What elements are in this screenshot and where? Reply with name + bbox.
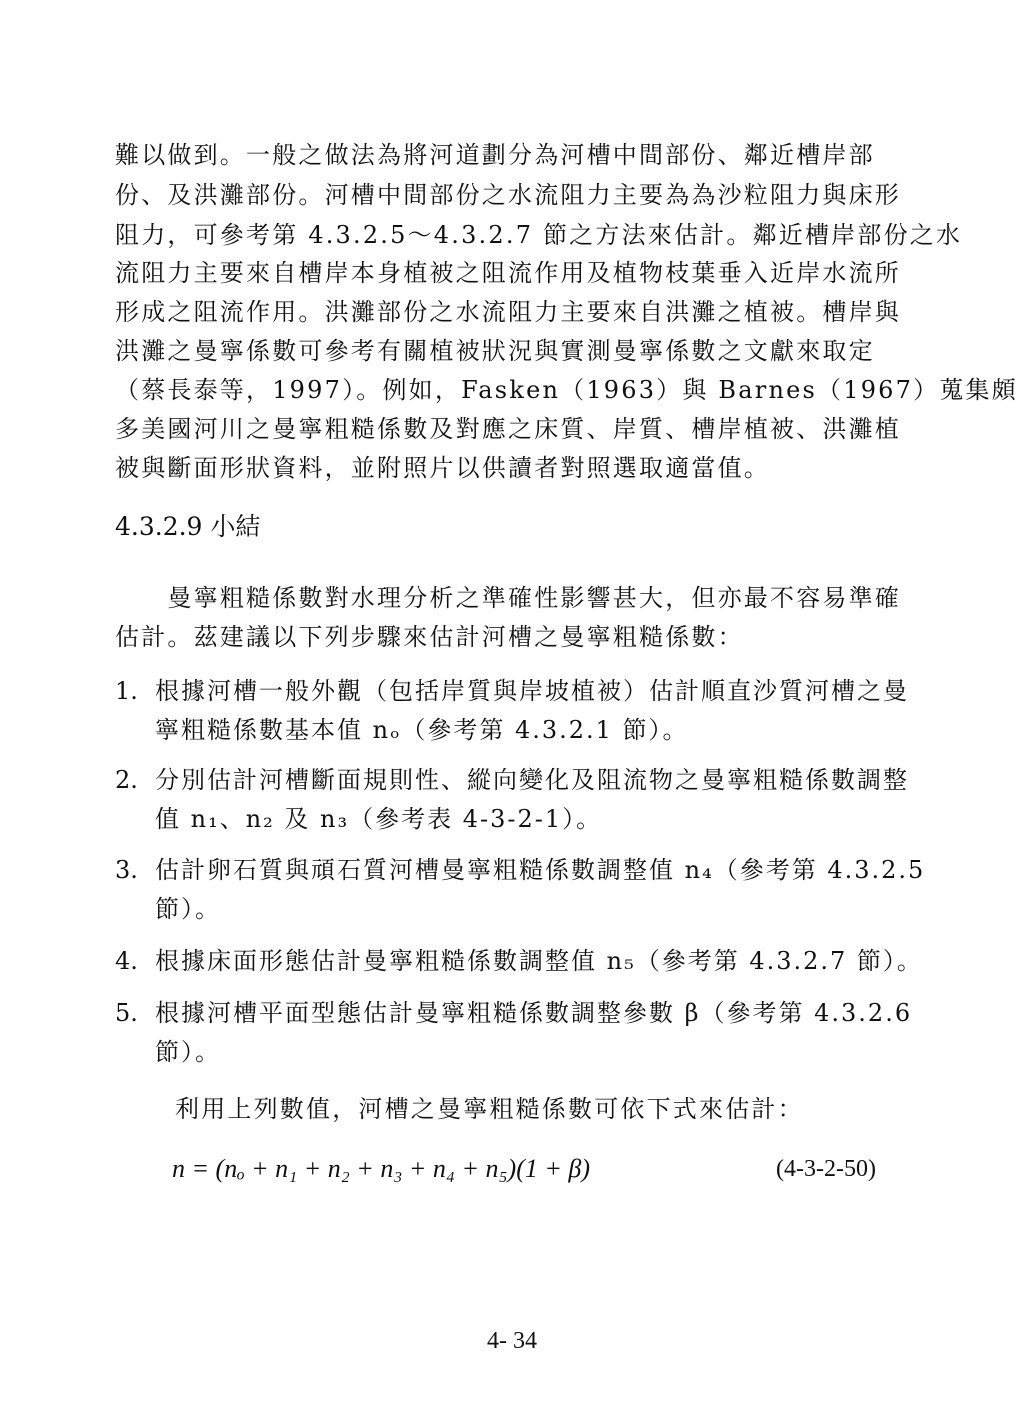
text-line: 難以做到。一般之做法為將河道劃分為河槽中間部份、鄰近槽岸部 bbox=[115, 141, 875, 169]
list-item-line: 估計卵石質與頑石質河槽曼寧粗糙係數調整值 n₄（參考第 4.3.2.5 bbox=[155, 856, 926, 884]
equation-number: (4-3-2-50) bbox=[776, 1156, 876, 1182]
text-line: 曼寧粗糙係數對水理分析之準確性影響甚大，但亦最不容易準確 bbox=[115, 584, 901, 612]
text-line: 份、及洪灘部份。河槽中間部份之水流阻力主要為為沙粒阻力與床形 bbox=[115, 181, 901, 209]
text-line: 洪灘之曼寧係數可參考有關植被狀況與實測曼寧係數之文獻來取定 bbox=[115, 337, 875, 365]
text-line: 估計。茲建議以下列步驟來估計河槽之曼寧粗糙係數： bbox=[115, 623, 744, 651]
list-number: 3. bbox=[115, 856, 138, 884]
list-number: 1. bbox=[115, 677, 138, 705]
list-item-line: 值 n₁、n₂ 及 n₃（參考表 4-3-2-1）。 bbox=[155, 805, 603, 833]
formula-intro: 利用上列數值，河槽之曼寧粗糙係數可依下式來估計： bbox=[175, 1095, 804, 1123]
equation: n = (nₒ + n₁ + n₂ + n₃ + n₄ + n₅)(1 + β) bbox=[172, 1154, 591, 1183]
section-heading: 4.3.2.9 小結 bbox=[115, 512, 261, 541]
list-item-line: 根據河槽一般外觀（包括岸質與岸坡植被）估計順直沙質河槽之曼 bbox=[155, 677, 909, 705]
list-item-line: 節）。 bbox=[155, 1038, 221, 1066]
list-item-line: 根據床面形態估計曼寧粗糙係數調整值 n₅（參考第 4.3.2.7 節）。 bbox=[155, 947, 923, 975]
list-item-line: 根據河槽平面型態估計曼寧粗糙係數調整參數 β（參考第 4.3.2.6 bbox=[155, 999, 913, 1027]
text-line: 形成之阻流作用。洪灘部份之水流阻力主要來自洪灘之植被。槽岸與 bbox=[115, 298, 901, 326]
text-line: （蔡長泰等，1997）。例如，Fasken（1963）與 Barnes（1967）蒐集頗 bbox=[115, 376, 1018, 404]
text-line: 流阻力主要來自槽岸本身植被之阻流作用及植物枝葉垂入近岸水流所 bbox=[115, 259, 901, 287]
text-line: 阻力，可參考第 4.3.2.5～4.3.2.7 節之方法來估計。鄰近槽岸部份之水 bbox=[115, 221, 963, 249]
list-number: 2. bbox=[115, 766, 138, 794]
list-number: 4. bbox=[115, 947, 138, 975]
list-item-line: 節）。 bbox=[155, 895, 221, 923]
text-line: 被與斷面形狀資料，並附照片以供讀者對照選取適當值。 bbox=[115, 454, 770, 482]
page-number: 4- 34 bbox=[487, 1328, 537, 1354]
list-item-line: 分別估計河槽斷面規則性、縱向變化及阻流物之曼寧粗糙係數調整 bbox=[155, 766, 909, 794]
text-line: 多美國河川之曼寧粗糙係數及對應之床質、岸質、槽岸植被、洪灘植 bbox=[115, 415, 901, 443]
list-number: 5. bbox=[115, 999, 138, 1027]
list-item-line: 寧粗糙係數基本值 nₒ（參考第 4.3.2.1 節）。 bbox=[155, 716, 689, 744]
